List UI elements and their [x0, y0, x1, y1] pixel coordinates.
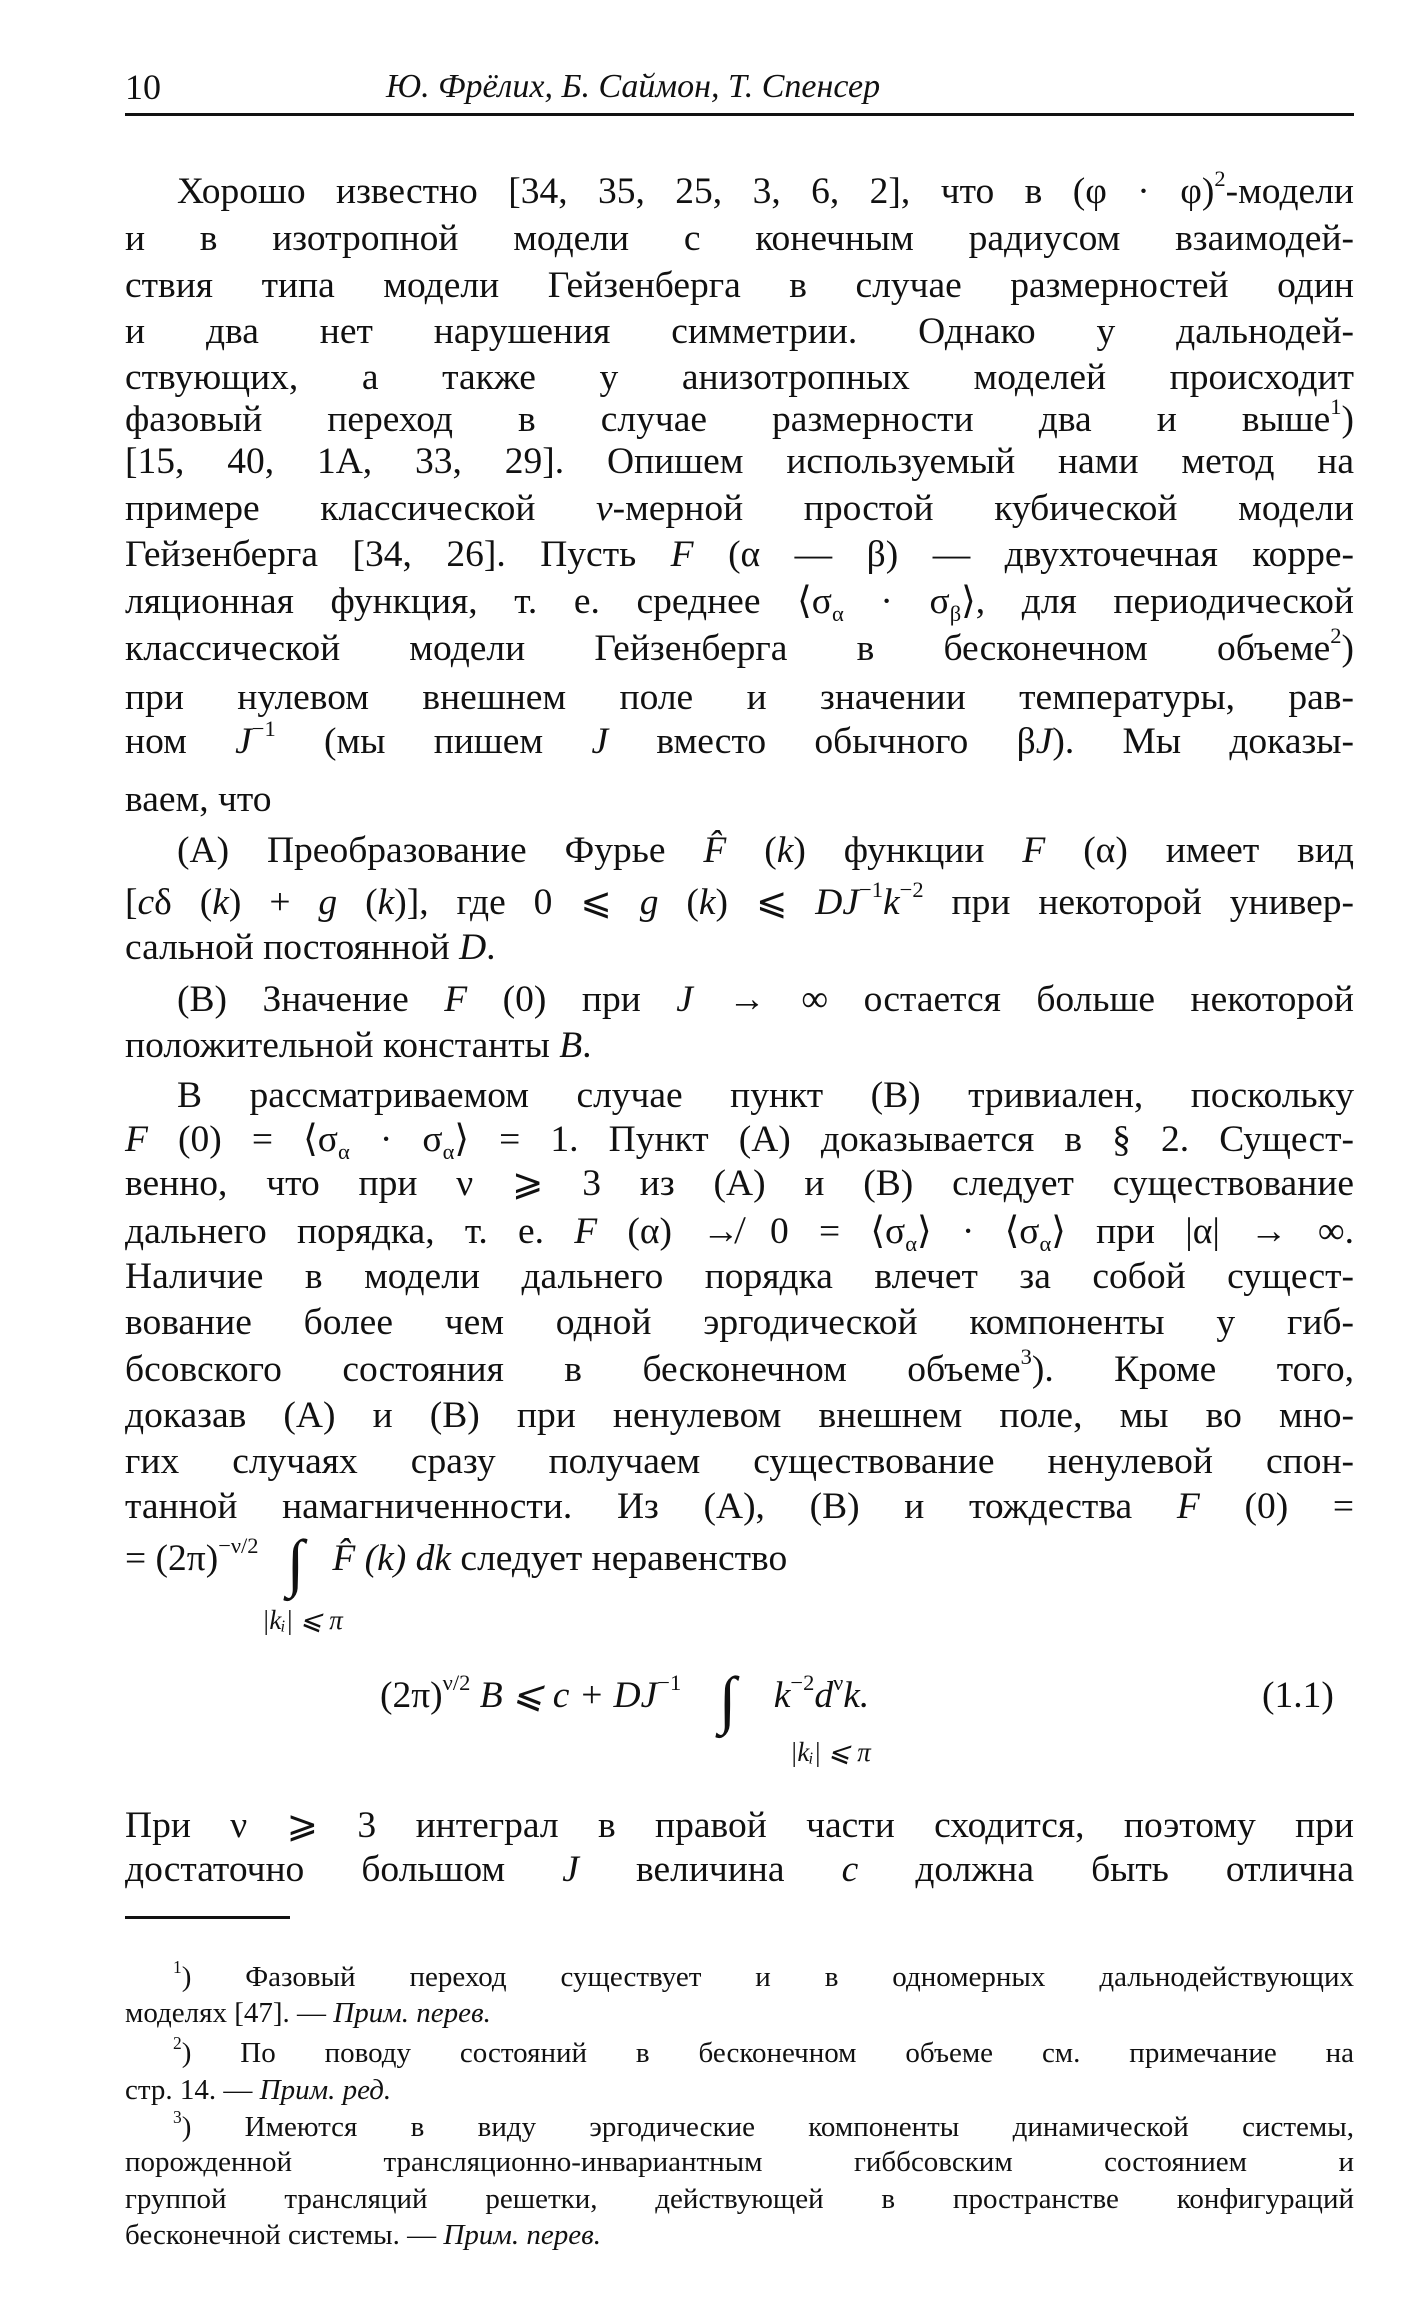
- math-italic: Прим. ред.: [259, 2074, 392, 2106]
- rhs-exponent: −1: [657, 1670, 682, 1696]
- math-italic: J: [676, 979, 693, 1020]
- text-segment: Гейзенберга [34, 26]. Пусть: [125, 534, 671, 575]
- subscript: α: [1039, 1230, 1052, 1256]
- text-line: [177, 1073, 1354, 1119]
- text-segment: порожденной трансляционно-инвариантным гиббсовским состоянием и: [125, 2146, 1354, 2178]
- text-segment: бесконечной системы. —: [125, 2219, 444, 2251]
- math-italic: J: [562, 1849, 579, 1890]
- text-segment: -мерной простой кубической модели: [612, 488, 1354, 529]
- text-segment: -модели: [1225, 171, 1354, 212]
- text-segment: ствующих, а также у анизотропных моделей происходит: [125, 357, 1354, 398]
- text-line: [177, 828, 1354, 874]
- text-line: [125, 1484, 1354, 1530]
- footnote-line: [125, 2072, 1354, 2108]
- text-line: [177, 166, 1354, 215]
- text-line: [125, 1439, 1354, 1485]
- math-italic: F: [444, 979, 468, 1020]
- subscript: α: [905, 1230, 918, 1256]
- text-segment: · σ: [349, 1119, 443, 1160]
- lhs-exponent: ν/2: [442, 1670, 471, 1696]
- math-italic: k: [882, 882, 900, 923]
- text-segment: )], где 0 ⩽: [394, 882, 640, 923]
- footnote-line: [125, 1995, 1354, 2031]
- text-segment: стр. 14. —: [125, 2074, 260, 2106]
- footnote-rule: [125, 1916, 290, 1919]
- text-segment: ). Мы доказы-: [1052, 721, 1354, 762]
- text-segment: ном: [125, 721, 236, 762]
- text-segment: .: [582, 1025, 592, 1066]
- superscript: 2: [173, 2032, 182, 2053]
- exponent: −ν/2: [218, 1533, 259, 1559]
- text-line: [125, 1209, 1354, 1255]
- equation-number: (1.1): [1262, 1675, 1334, 1716]
- text-segment: Наличие в модели дальнего порядка влечет за собой сущест-: [125, 1256, 1354, 1297]
- differential: dk: [415, 1538, 452, 1579]
- text-segment: вместо обычного β: [608, 721, 1036, 762]
- superscript: 3: [173, 2106, 182, 2127]
- text-segment: .: [486, 927, 496, 968]
- footnote-line: [173, 2032, 1354, 2071]
- text-line: [125, 216, 1354, 262]
- text-segment: ваем, что: [125, 779, 272, 820]
- text-line: [125, 1847, 1354, 1893]
- text-segment: ). Кроме того,: [1031, 1349, 1354, 1390]
- lhs-rest: B ⩽ c + DJ: [470, 1675, 658, 1716]
- footnote-line: [125, 2181, 1354, 2217]
- text-line: [125, 439, 1354, 485]
- footnote-line: [173, 2106, 1354, 2145]
- text-line: [125, 777, 1354, 823]
- text-segment: ): [1341, 399, 1354, 440]
- math-italic: k: [776, 830, 794, 871]
- subscript: α: [337, 1138, 350, 1164]
- text-segment: (A) Преобразование Фурье: [177, 830, 704, 871]
- text-segment: ) По поводу состояний в бесконечном объеме см. примечание на: [181, 2037, 1354, 2069]
- text-segment: (α) имеет вид: [1045, 830, 1354, 871]
- integral-sign: ∫: [718, 1664, 737, 1736]
- text-segment: (0) при: [467, 979, 677, 1020]
- text-segment: величина: [578, 1849, 842, 1890]
- text-segment: (0) =: [1199, 1486, 1354, 1527]
- text-line: [125, 1393, 1354, 1439]
- differential-exponent: ν: [833, 1670, 844, 1696]
- text-segment: ) функции: [793, 830, 1023, 871]
- superscript: 2: [1330, 623, 1342, 649]
- math-italic: J: [1035, 721, 1053, 762]
- math-italic: c: [841, 1849, 859, 1890]
- text-segment: ⟩ при |α| → ∞.: [1051, 1211, 1354, 1252]
- text-segment: моделях [47]. —: [125, 1997, 334, 2029]
- text-segment: (: [726, 830, 777, 871]
- text-segment: и в изотропной модели с конечным радиусом взаимодей-: [125, 218, 1354, 259]
- text-line: [125, 1161, 1354, 1207]
- text-segment: классической модели Гейзенберга в бесконечном объеме: [125, 628, 1331, 669]
- footnote-line: [173, 1956, 1354, 1995]
- text-segment: доказав (A) и (B) при ненулевом внешнем поле, мы во мно-: [125, 1395, 1354, 1436]
- header-rule: [125, 113, 1354, 116]
- text-segment: ) +: [228, 882, 319, 923]
- math-italic: c: [137, 882, 155, 923]
- text-segment: (0) = ⟨σ: [147, 1119, 338, 1160]
- text-segment: В рассматриваемом случае пункт (B) тривиален, поскольку: [177, 1075, 1354, 1116]
- text-line: [125, 355, 1354, 401]
- math-italic: B: [559, 1025, 583, 1066]
- text-line: [125, 716, 1354, 765]
- math-italic: k: [377, 882, 395, 923]
- text-line: [125, 675, 1354, 721]
- math-italic: D: [459, 927, 487, 968]
- text-segment: ⟩ · ⟨σ: [917, 1211, 1040, 1252]
- text-line: [125, 1023, 1354, 1069]
- differential: d: [814, 1675, 834, 1716]
- text-segment: фазовый переход в случае размерности два и выше: [125, 399, 1331, 440]
- math-italic: DJ: [815, 882, 860, 923]
- text-line: [125, 1300, 1354, 1346]
- text-line: [125, 1117, 1354, 1163]
- text-line: [125, 263, 1354, 309]
- math-italic: Прим. перев.: [333, 1997, 491, 2029]
- integrand: k: [773, 1675, 791, 1716]
- text-line: [125, 1254, 1354, 1300]
- text-segment: должна быть отлична: [858, 1849, 1354, 1890]
- text-segment: венно, что при ν ⩾ 3 из (A) и (B) следует существование: [125, 1163, 1354, 1204]
- text-segment: (B) Значение: [177, 979, 445, 1020]
- text-segment: при нулевом внешнем поле и значении температуры, рав-: [125, 677, 1354, 718]
- text-segment: ствия типа модели Гейзенберга в случае размерностей один: [125, 265, 1354, 306]
- text-segment: примере классической: [125, 488, 596, 529]
- superscript: −2: [899, 877, 924, 903]
- fourier-function: F̂: [332, 1538, 356, 1579]
- text-segment: (α — β) — двухточечная корре-: [693, 534, 1354, 575]
- footnote-line: [125, 2144, 1354, 2180]
- superscript: 1: [173, 1956, 182, 1977]
- text-line: [125, 532, 1354, 578]
- text-segment: при некоторой универ-: [923, 882, 1355, 923]
- text-segment: группой трансляций решетки, действующей в пространстве конфигураций: [125, 2183, 1354, 2215]
- math-italic: F: [1022, 830, 1046, 871]
- subscript: α: [831, 600, 844, 626]
- text-segment: При ν ⩾ 3 интеграл в правой части сходится, поэтому при: [125, 1805, 1354, 1846]
- text-segment: ляционная функция, т. е. среднее ⟨σ: [125, 581, 832, 622]
- text-segment: ): [1341, 628, 1354, 669]
- text-segment: (α) ↛ 0 = ⟨σ: [597, 1211, 906, 1252]
- text-segment: бсовского состояния в бесконечном объеме: [125, 1349, 1021, 1390]
- text-segment: δ (: [154, 882, 213, 923]
- text-segment: (: [658, 882, 699, 923]
- text-line: [125, 1803, 1354, 1849]
- text-segment: и два нет нарушения симметрии. Однако у дальнодей-: [125, 311, 1354, 352]
- math-italic: J: [591, 721, 609, 762]
- running-title: Ю. Фрёлих, Б. Саймон, Т. Спенсер: [386, 68, 881, 105]
- argument: (k): [355, 1538, 416, 1579]
- text-segment: сальной постоянной: [125, 927, 460, 968]
- text-segment: положительной константы: [125, 1025, 560, 1066]
- formula-text: следует неравенство: [451, 1538, 788, 1579]
- text-segment: ) ⩽: [715, 882, 816, 923]
- text-segment: [15, 40, 1A, 33, 29]. Опишем используемый нами метод на: [125, 441, 1354, 482]
- math-italic: F: [670, 534, 694, 575]
- integral-limit: |kᵢ| ⩽ π: [790, 1737, 871, 1767]
- footnote-line: [125, 2217, 1354, 2253]
- formula-prefix: = (2π): [125, 1538, 219, 1579]
- integral-limit: |kᵢ| ⩽ π: [262, 1605, 343, 1635]
- integrand-exponent: −2: [790, 1670, 815, 1696]
- text-line: [125, 925, 1354, 971]
- subscript: α: [442, 1138, 455, 1164]
- text-segment: ) Имеются в виду эргодические компоненты динамической системы,: [181, 2111, 1354, 2143]
- text-line: [125, 579, 1354, 625]
- integral-formula-line: [125, 1527, 788, 1599]
- text-segment: танной намагниченности. Из (A), (B) и тождества: [125, 1486, 1177, 1527]
- text-segment: (мы пишем: [275, 721, 592, 762]
- math-italic: J: [235, 721, 252, 762]
- text-segment: достаточно большом: [125, 1849, 563, 1890]
- integral-sign: ∫: [286, 1527, 305, 1599]
- text-line: [125, 1344, 1354, 1393]
- text-line: [125, 623, 1354, 672]
- page-number: 10: [125, 67, 161, 107]
- math-italic: F: [1176, 1486, 1200, 1527]
- text-line: [125, 877, 1355, 926]
- subscript: β: [949, 600, 962, 626]
- superscript: −1: [251, 716, 276, 742]
- text-line: [177, 977, 1354, 1023]
- text-segment: (: [337, 882, 378, 923]
- text-line: [125, 394, 1354, 443]
- superscript: 1: [1330, 394, 1342, 420]
- text-segment: ⟩ = 1. Пункт (A) доказывается в § 2. Сущест-: [454, 1119, 1354, 1160]
- text-segment: [: [125, 882, 138, 923]
- text-line: [125, 309, 1354, 355]
- differential-variable: k.: [843, 1675, 870, 1716]
- math-italic: ν: [596, 488, 613, 529]
- math-italic: k: [212, 882, 229, 923]
- math-italic: g: [639, 882, 659, 923]
- text-segment: → ∞ остается больше некоторой: [692, 979, 1354, 1020]
- text-segment: гих случаях сразу получаем существование ненулевой спон-: [125, 1441, 1354, 1482]
- math-italic: k: [698, 882, 716, 923]
- lhs-base: (2π): [380, 1675, 443, 1716]
- superscript: 2: [1214, 166, 1226, 192]
- text-line: [125, 486, 1354, 532]
- text-segment: дальнего порядка, т. е.: [125, 1211, 575, 1252]
- math-italic: Прим. перев.: [443, 2219, 601, 2251]
- text-segment: · σ: [843, 581, 950, 622]
- superscript: −1: [859, 877, 883, 903]
- math-italic: g: [318, 882, 338, 923]
- text-segment: ⟩, для периодической: [961, 581, 1354, 622]
- math-italic: F: [574, 1211, 598, 1252]
- equation-1-1: [380, 1664, 870, 1736]
- text-segment: вование более чем одной эргодической компоненты у гиб-: [125, 1302, 1354, 1343]
- text-segment: ) Фазовый переход существует и в одномерных дальнодействующих: [181, 1961, 1354, 1993]
- math-italic: F̂: [703, 830, 727, 871]
- superscript: 3: [1020, 1344, 1032, 1370]
- math-italic: F: [125, 1119, 148, 1160]
- text-segment: Хорошо известно [34, 35, 25, 3, 6, 2], что в (φ · φ): [177, 171, 1215, 212]
